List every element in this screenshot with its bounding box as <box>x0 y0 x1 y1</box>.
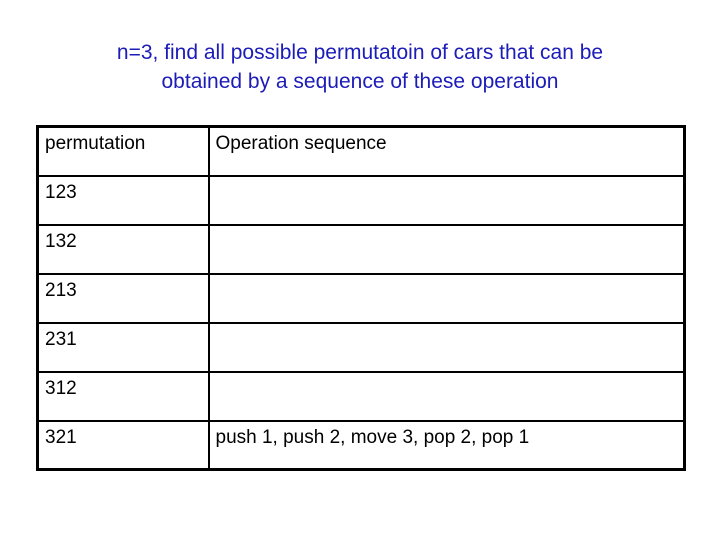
header-operation-sequence: Operation sequence <box>209 127 685 176</box>
title-line-2: obtained by a sequence of these operation <box>161 70 559 93</box>
operation-cell <box>209 274 685 323</box>
slide-title <box>0 38 720 96</box>
header-permutation: permutation <box>38 127 209 176</box>
operation-cell <box>209 225 685 274</box>
permutation-cell: 132 <box>38 225 209 274</box>
permutation-cell: 321 <box>38 421 209 470</box>
permutation-cell: 213 <box>38 274 209 323</box>
operation-cell <box>209 323 685 372</box>
permutation-cell: 123 <box>38 176 209 225</box>
title-line-1: n=3, find all possible permutatoin of cars that can be <box>116 41 604 64</box>
operation-cell <box>209 176 685 225</box>
table-row <box>38 372 685 421</box>
permutation-cell: 312 <box>38 372 209 421</box>
table-row <box>38 225 685 274</box>
table-row <box>38 421 685 470</box>
table-row <box>38 176 685 225</box>
permutation-table <box>36 125 686 471</box>
table-header-row <box>38 127 685 176</box>
table-row <box>38 323 685 372</box>
permutation-cell: 231 <box>38 323 209 372</box>
operation-cell: push 1, push 2, move 3, pop 2, pop 1 <box>215 426 530 448</box>
operation-cell <box>209 372 685 421</box>
table-row <box>38 274 685 323</box>
